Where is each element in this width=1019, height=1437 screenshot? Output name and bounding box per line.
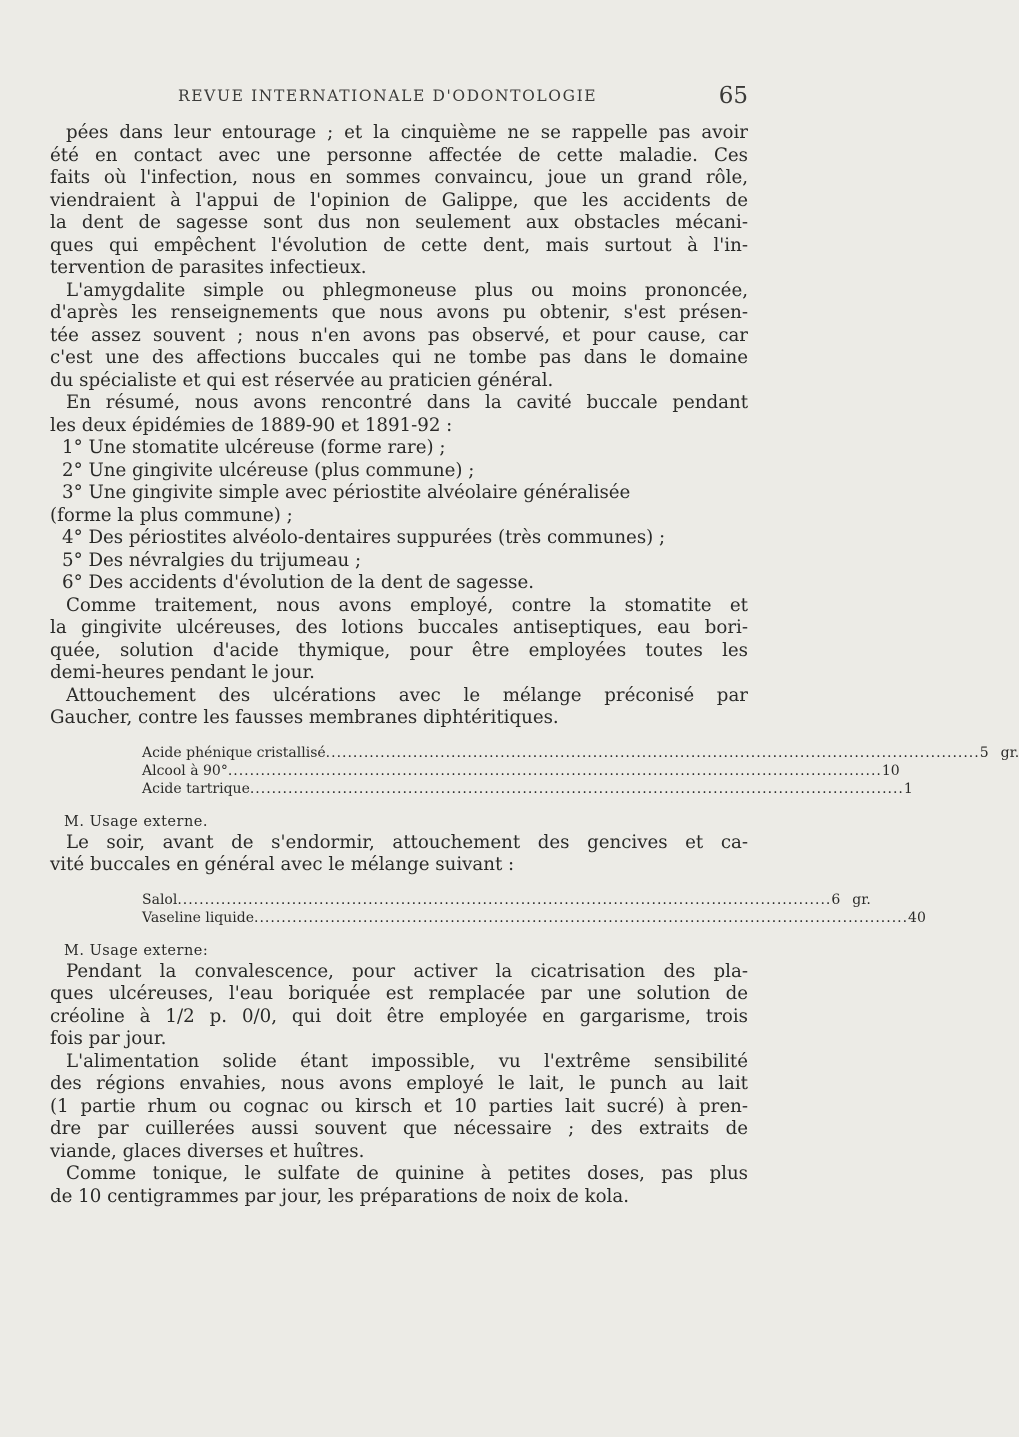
text-line: pées dans leur entourage ; et la cinquième ne se rappelle pas avoir [66, 122, 748, 143]
text-line: la gingivite ulcéreuses, des lotions buccales antiseptiques, eau bori- [50, 617, 748, 638]
text-line: faits où l'infection, nous en sommes convaincu, joue un grand rôle, [50, 167, 748, 188]
recipe-row [142, 780, 913, 798]
list-item: 3° Une gingivite simple avec périostite alvéolaire généralisée [62, 482, 631, 503]
ingredient-quantity: 5 [979, 744, 989, 761]
text-line: quée, solution d'acide thymique, pour être employées toutes les [50, 639, 748, 661]
ingredient-name: Acide tartrique [142, 780, 250, 797]
recipe-row [142, 744, 1019, 762]
recipe-salol [50, 891, 926, 927]
leader-dots: ........................................................................................................................ [177, 891, 832, 908]
page-header [50, 83, 748, 113]
text-line: les deux épidémies de 1889-90 et 1891-92 : [50, 414, 453, 436]
usage-note-2: M. Usage externe: [64, 942, 209, 959]
evening-paragraph [50, 832, 748, 877]
text-line: Comme tonique, le sulfate de quinine à petites doses, pas plus [66, 1163, 748, 1184]
list-item: 5° Des névralgies du trijumeau ; [62, 549, 362, 571]
text-line: tée assez souvent ; nous n'en avons pas observé, et pour cause, car [50, 324, 748, 346]
text-line: (1 partie rhum ou cognac ou kirsch et 10 parties lait sucré) à pren- [50, 1095, 748, 1117]
page-number: 65 [718, 83, 748, 109]
text-line: ques qui empêchent l'évolution de cette dent, mais surtout à l'in- [50, 234, 748, 256]
ingredient-unit: gr. [852, 891, 871, 908]
text-line: du spécialiste et qui est réservée au praticien général. [50, 369, 554, 391]
usage-note-1: M. Usage externe. [64, 813, 208, 830]
text-line: la dent de sagesse sont dus non seulement aux obstacles mécani- [50, 212, 748, 233]
leader-dots: ........................................................................................................................ [249, 780, 904, 797]
recipe-gaucher [50, 744, 1019, 798]
list-item: (forme la plus commune) ; [50, 504, 293, 526]
ingredient-name: Salol [142, 891, 178, 908]
text-line: En résumé, nous avons rencontré dans la cavité buccale pendant [66, 392, 748, 413]
ingredient-name: Alcool à 90° [142, 762, 228, 779]
leader-dots: ........................................................................................................................ [325, 744, 980, 761]
text-line: Comme traitement, nous avons employé, contre la stomatite et [66, 594, 748, 616]
recipe-row [142, 909, 926, 927]
ingredient-unit [900, 762, 912, 780]
recipe-row [142, 891, 871, 909]
text-line: d'après les renseignements que nous avons pu obtenir, s'est présen- [50, 302, 748, 323]
ingredient-unit: gr. [1000, 744, 1019, 761]
text-line: L'alimentation solide étant impossible, vu l'extrême sensibilité [66, 1050, 748, 1072]
text-line: Pendant la convalescence, pour activer la cicatrisation des pla- [66, 960, 748, 982]
text-line: Gaucher, contre les fausses membranes diphtéritiques. [50, 707, 559, 728]
ingredient-unit [913, 780, 925, 798]
final-paragraphs [50, 961, 748, 1209]
text-line: fois par jour. [50, 1028, 167, 1049]
treatment-paragraphs [50, 595, 748, 730]
text-line: été en contact avec une personne affectée de cette maladie. Ces [50, 144, 748, 166]
leader-dots: ........................................................................................................................ [227, 762, 882, 779]
text-line: Le soir, avant de s'endormir, attouchement des gencives et ca- [66, 831, 748, 853]
text-line: des régions envahies, nous avons employé le lait, le punch au lait [50, 1073, 748, 1094]
ingredient-quantity: 10 [881, 762, 900, 779]
text-line: viande, glaces diverses et huîtres. [50, 1140, 365, 1162]
list-item: 6° Des accidents d'évolution de la dent de sagesse. [62, 572, 535, 593]
findings-list [50, 437, 748, 595]
intro-paragraphs [50, 122, 748, 437]
text-line: demi-heures pendant le jour. [50, 662, 315, 683]
text-line: tervention de parasites infectieux. [50, 257, 367, 278]
recipe-row [142, 762, 900, 780]
list-item: 4° Des périostites alvéolo-dentaires suppurées (très communes) ; [62, 527, 666, 548]
ingredient-unit [926, 909, 938, 927]
ingredient-name: Acide phénique cristallisé [142, 744, 326, 761]
text-line: L'amygdalite simple ou phlegmoneuse plus ou moins prononcée, [66, 279, 748, 301]
text-line: Attouchement des ulcérations avec le mélange préconisé par [66, 684, 748, 706]
ingredient-name: Vaseline liquide [142, 909, 255, 926]
text-line: créoline à 1/2 p. 0/0, qui doit être employée en gargarisme, trois [50, 1005, 748, 1027]
text-line: ques ulcéreuses, l'eau boriquée est remplacée par une solution de [50, 983, 748, 1004]
article-body [50, 122, 1019, 1208]
text-line: de 10 centigrammes par jour, les préparations de noix de kola. [50, 1185, 629, 1207]
text-line: dre par cuillerées aussi souvent que nécessaire ; des extraits de [50, 1118, 748, 1139]
list-item: 2° Une gingivite ulcéreuse (plus commune) ; [62, 459, 475, 481]
leader-dots: ........................................................................................................................ [254, 909, 909, 926]
text-line: vité buccales en général avec le mélange suivant : [50, 854, 515, 875]
ingredient-quantity: 40 [908, 909, 926, 926]
running-title: REVUE INTERNATIONALE D'ODONTOLOGIE [178, 87, 598, 105]
text-line: viendraient à l'appui de l'opinion de Galippe, que les accidents de [50, 189, 748, 211]
ingredient-quantity: 1 [903, 780, 913, 797]
ingredient-quantity: 6 [831, 891, 841, 908]
text-line: c'est une des affections buccales qui ne tombe pas dans le domaine [50, 347, 748, 368]
list-item: 1° Une stomatite ulcéreuse (forme rare) ; [62, 437, 446, 458]
